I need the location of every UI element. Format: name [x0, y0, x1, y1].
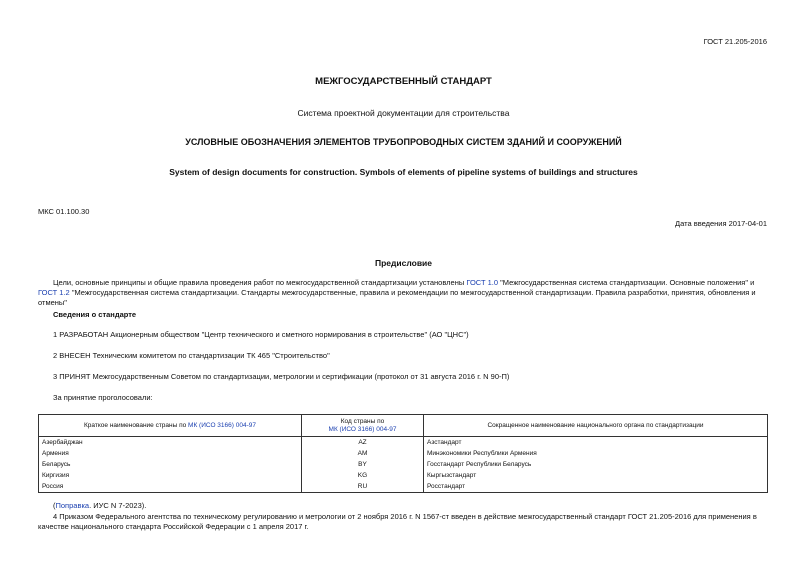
item-1-developed: 1 РАЗРАБОТАН Акционерным обществом "Центр технического и сметного нормирования в строительстве" (АО "ЦНС") — [53, 330, 469, 339]
voting-countries-table — [38, 414, 768, 493]
item-2-submitted: 2 ВНЕСЕН Техническим комитетом по стандартизации ТК 465 "Строительство" — [53, 351, 330, 360]
gost-1-0-link[interactable]: ГОСТ 1.0 — [466, 278, 499, 287]
header-country-code — [302, 415, 424, 437]
code-cell: AM — [302, 448, 424, 459]
preface-heading: Предисловие — [374, 258, 433, 268]
table-row — [39, 437, 768, 449]
amendment-open: ( — [53, 501, 56, 510]
body-cell: Азстандарт — [424, 437, 768, 449]
preface-paragraph-1 — [38, 278, 770, 308]
country-cell: Россия — [39, 481, 302, 493]
mks-code: МКС 01.100.30 — [38, 207, 90, 216]
intro-date: Дата введения 2017-04-01 — [675, 219, 767, 228]
mk-iso-link-2[interactable]: МК (ИСО 3166) 004-97 — [328, 425, 397, 433]
item-3-adopted: 3 ПРИНЯТ Межгосударственным Советом по стандартизации, метрологии и сертификации (протокол от 31 августа 2016 г. N 90-П) — [53, 372, 510, 381]
body-cell: Кыргызстандарт — [424, 470, 768, 481]
header-national-body: Сокращенное наименование национального органа по стандартизации — [424, 415, 768, 437]
code-cell: RU — [302, 481, 424, 493]
doc-code: ГОСТ 21.205-2016 — [703, 37, 767, 46]
header-country-name — [39, 415, 302, 437]
item-4-enacted: 4 Приказом Федерального агентства по техническому регулированию и метрологии от 2 ноября 2016 г. N 1567-ст введен в действие межгосударственный стандарт ГОСТ 21.205-2016 для применения в качестве национального стандарта Российской Федерации с 1 апреля 2017 г. — [38, 512, 757, 531]
table-row — [39, 459, 768, 470]
code-cell: KG — [302, 470, 424, 481]
code-cell: BY — [302, 459, 424, 470]
header-country-text: Краткое наименование страны по — [84, 421, 189, 429]
code-cell: AZ — [302, 437, 424, 449]
standard-type-title: МЕЖГОСУДАРСТВЕННЫЙ СТАНДАРТ — [315, 76, 492, 87]
info-heading: Сведения о стандарте — [53, 310, 137, 319]
country-cell: Азербайджан — [39, 437, 302, 449]
country-cell: Армения — [39, 448, 302, 459]
body-cell: Росстандарт — [424, 481, 768, 493]
system-title: Система проектной документации для строительства — [297, 108, 510, 118]
body-cell: Минэкономики Республики Армения — [424, 448, 768, 459]
amendment-rest: . ИУС N 7-2023). — [89, 501, 147, 510]
table-header-row — [39, 415, 768, 437]
header-code-text: Код страны по — [340, 417, 385, 425]
preface-text-b: "Межгосударственная система стандартизации. Основные положения" и — [498, 278, 755, 287]
main-title-ru: УСЛОВНЫЕ ОБОЗНАЧЕНИЯ ЭЛЕМЕНТОВ ТРУБОПРОВОДНЫХ СИСТЕМ ЗДАНИЙ И СООРУЖЕНИЙ — [185, 137, 622, 147]
preface-text-c: "Межгосударственная система стандартизации. Стандарты межгосударственные, правила и рекомендации по межгосударственной стандартизации. Правила разработки, принятия, обновления и отмены" — [38, 288, 756, 307]
amendment-note — [53, 501, 146, 511]
mk-iso-link-1[interactable]: МК (ИСО 3166) 004-97 — [188, 421, 256, 429]
table-row — [39, 470, 768, 481]
preface-text-a: Цели, основные принципы и общие правила проведения работ по межгосударственной стандартизации установлены — [53, 278, 467, 287]
country-cell: Киргизия — [39, 470, 302, 481]
voted-label: За принятие проголосовали: — [53, 393, 153, 402]
body-cell: Госстандарт Республики Беларусь — [424, 459, 768, 470]
amendment-link[interactable]: Поправка — [55, 501, 90, 510]
table-row — [39, 448, 768, 459]
gost-1-2-link[interactable]: ГОСТ 1.2 — [38, 288, 70, 297]
main-title-en: System of design documents for construction. Symbols of elements of pipeline systems of buildings and structures — [169, 167, 638, 177]
country-cell: Беларусь — [39, 459, 302, 470]
table-row — [39, 481, 768, 493]
